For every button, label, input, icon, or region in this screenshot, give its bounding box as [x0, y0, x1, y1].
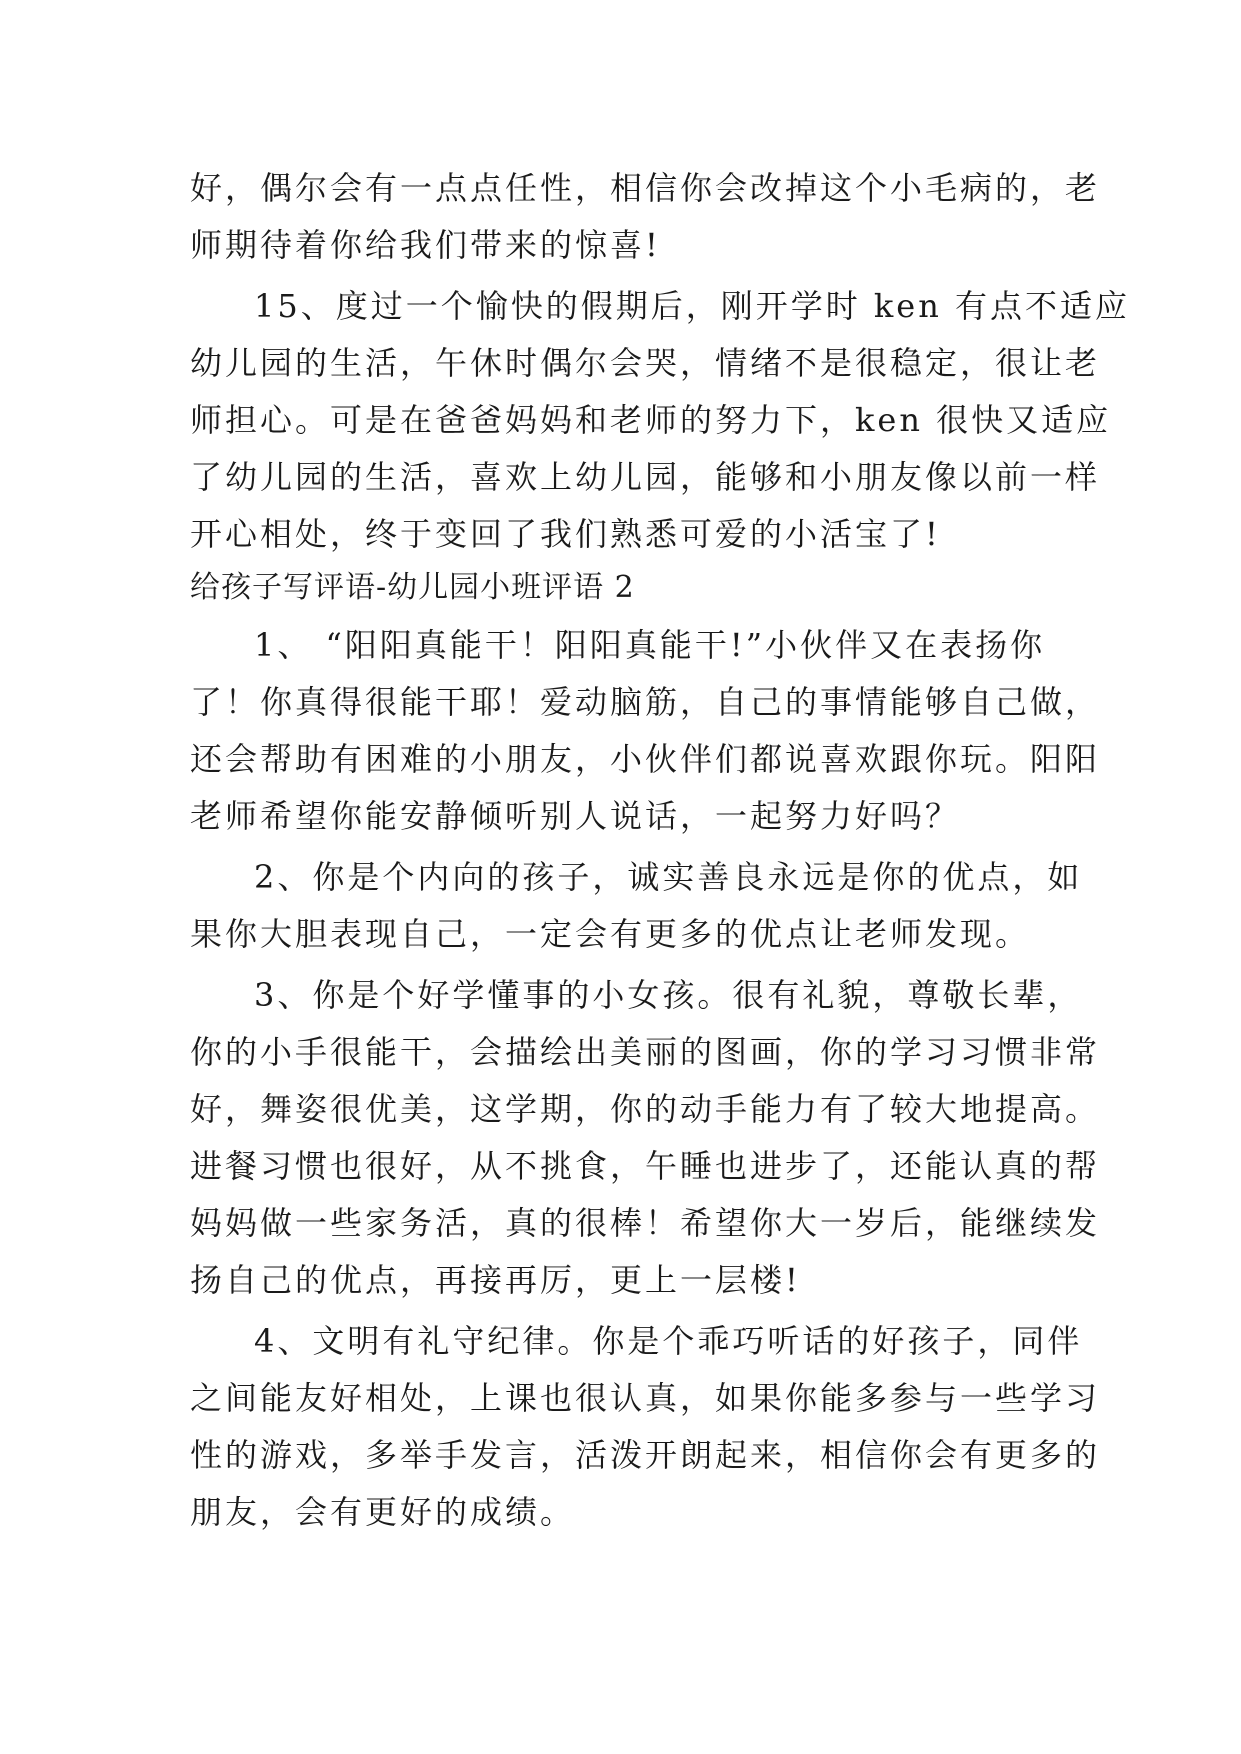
text-line: 妈妈做一些家务活，真的很棒！希望你大一岁后，能继续发: [190, 1204, 1101, 1242]
text-line: 进餐习惯也很好，从不挑食，午睡也进步了，还能认真的帮: [190, 1147, 1101, 1185]
text-line: 还会帮助有困难的小朋友，小伙伴们都说喜欢跟你玩。阳阳: [190, 740, 1101, 778]
text-line: 性的游戏，多举手发言，活泼开朗起来，相信你会有更多的: [190, 1436, 1101, 1474]
text-line: 之间能友好相处，上课也很认真，如果你能多参与一些学习: [190, 1379, 1101, 1417]
text-line: 老师希望你能安静倾听别人说话，一起努力好吗？: [190, 797, 961, 835]
text-line: 好，舞姿很优美，这学期，你的动手能力有了较大地提高。: [190, 1090, 1101, 1128]
document-body: [190, 160, 1131, 1545]
text-line: 好，偶尔会有一点点任性，相信你会改掉这个小毛病的，老: [190, 169, 1101, 207]
text-line: 你的小手很能干，会描绘出美丽的图画，你的学习习惯非常: [190, 1033, 1101, 1071]
text-line: 开心相处，终于变回了我们熟悉可爱的小活宝了!: [190, 515, 941, 553]
paragraph-14-continued: [190, 160, 1101, 274]
text-line: 2、你是个内向的孩子，诚实善良永远是你的优点，如: [254, 858, 1083, 896]
text-line: 15、度过一个愉快的假期后，刚开学时 ken 有点不适应: [254, 287, 1131, 325]
paragraph-15: [190, 278, 1131, 563]
paragraph-4: [190, 1313, 1101, 1541]
text-line: 师担心。可是在爸爸妈妈和老师的努力下，ken 很快又适应: [190, 401, 1112, 439]
text-line: 1、 “阳阳真能干！阳阳真能干!”小伙伴又在表扬你: [254, 626, 1046, 664]
paragraph-2: [190, 849, 1083, 963]
text-line: 了！你真得很能干耶！爱动脑筋，自己的事情能够自己做，: [190, 683, 1101, 721]
paragraph-3: [190, 967, 1101, 1309]
paragraph-1: [190, 617, 1101, 845]
text-line: 3、你是个好学懂事的小女孩。很有礼貌，尊敬长辈，: [254, 976, 1083, 1014]
text-line: 4、文明有礼守纪律。你是个乖巧听话的好孩子，同伴: [254, 1322, 1083, 1360]
section-heading: 给孩子写评语-幼儿园小班评语 2: [190, 570, 635, 605]
text-line: 果你大胆表现自己，一定会有更多的优点让老师发现。: [190, 915, 1031, 953]
text-line: 朋友，会有更好的成绩。: [190, 1493, 576, 1531]
text-line: 幼儿园的生活，午休时偶尔会哭，情绪不是很稳定，很让老: [190, 344, 1101, 382]
text-line: 了幼儿园的生活，喜欢上幼儿园，能够和小朋友像以前一样: [190, 458, 1101, 496]
text-line: 扬自己的优点，再接再厉，更上一层楼!: [190, 1261, 801, 1299]
text-line: 师期待着你给我们带来的惊喜!: [190, 226, 661, 264]
